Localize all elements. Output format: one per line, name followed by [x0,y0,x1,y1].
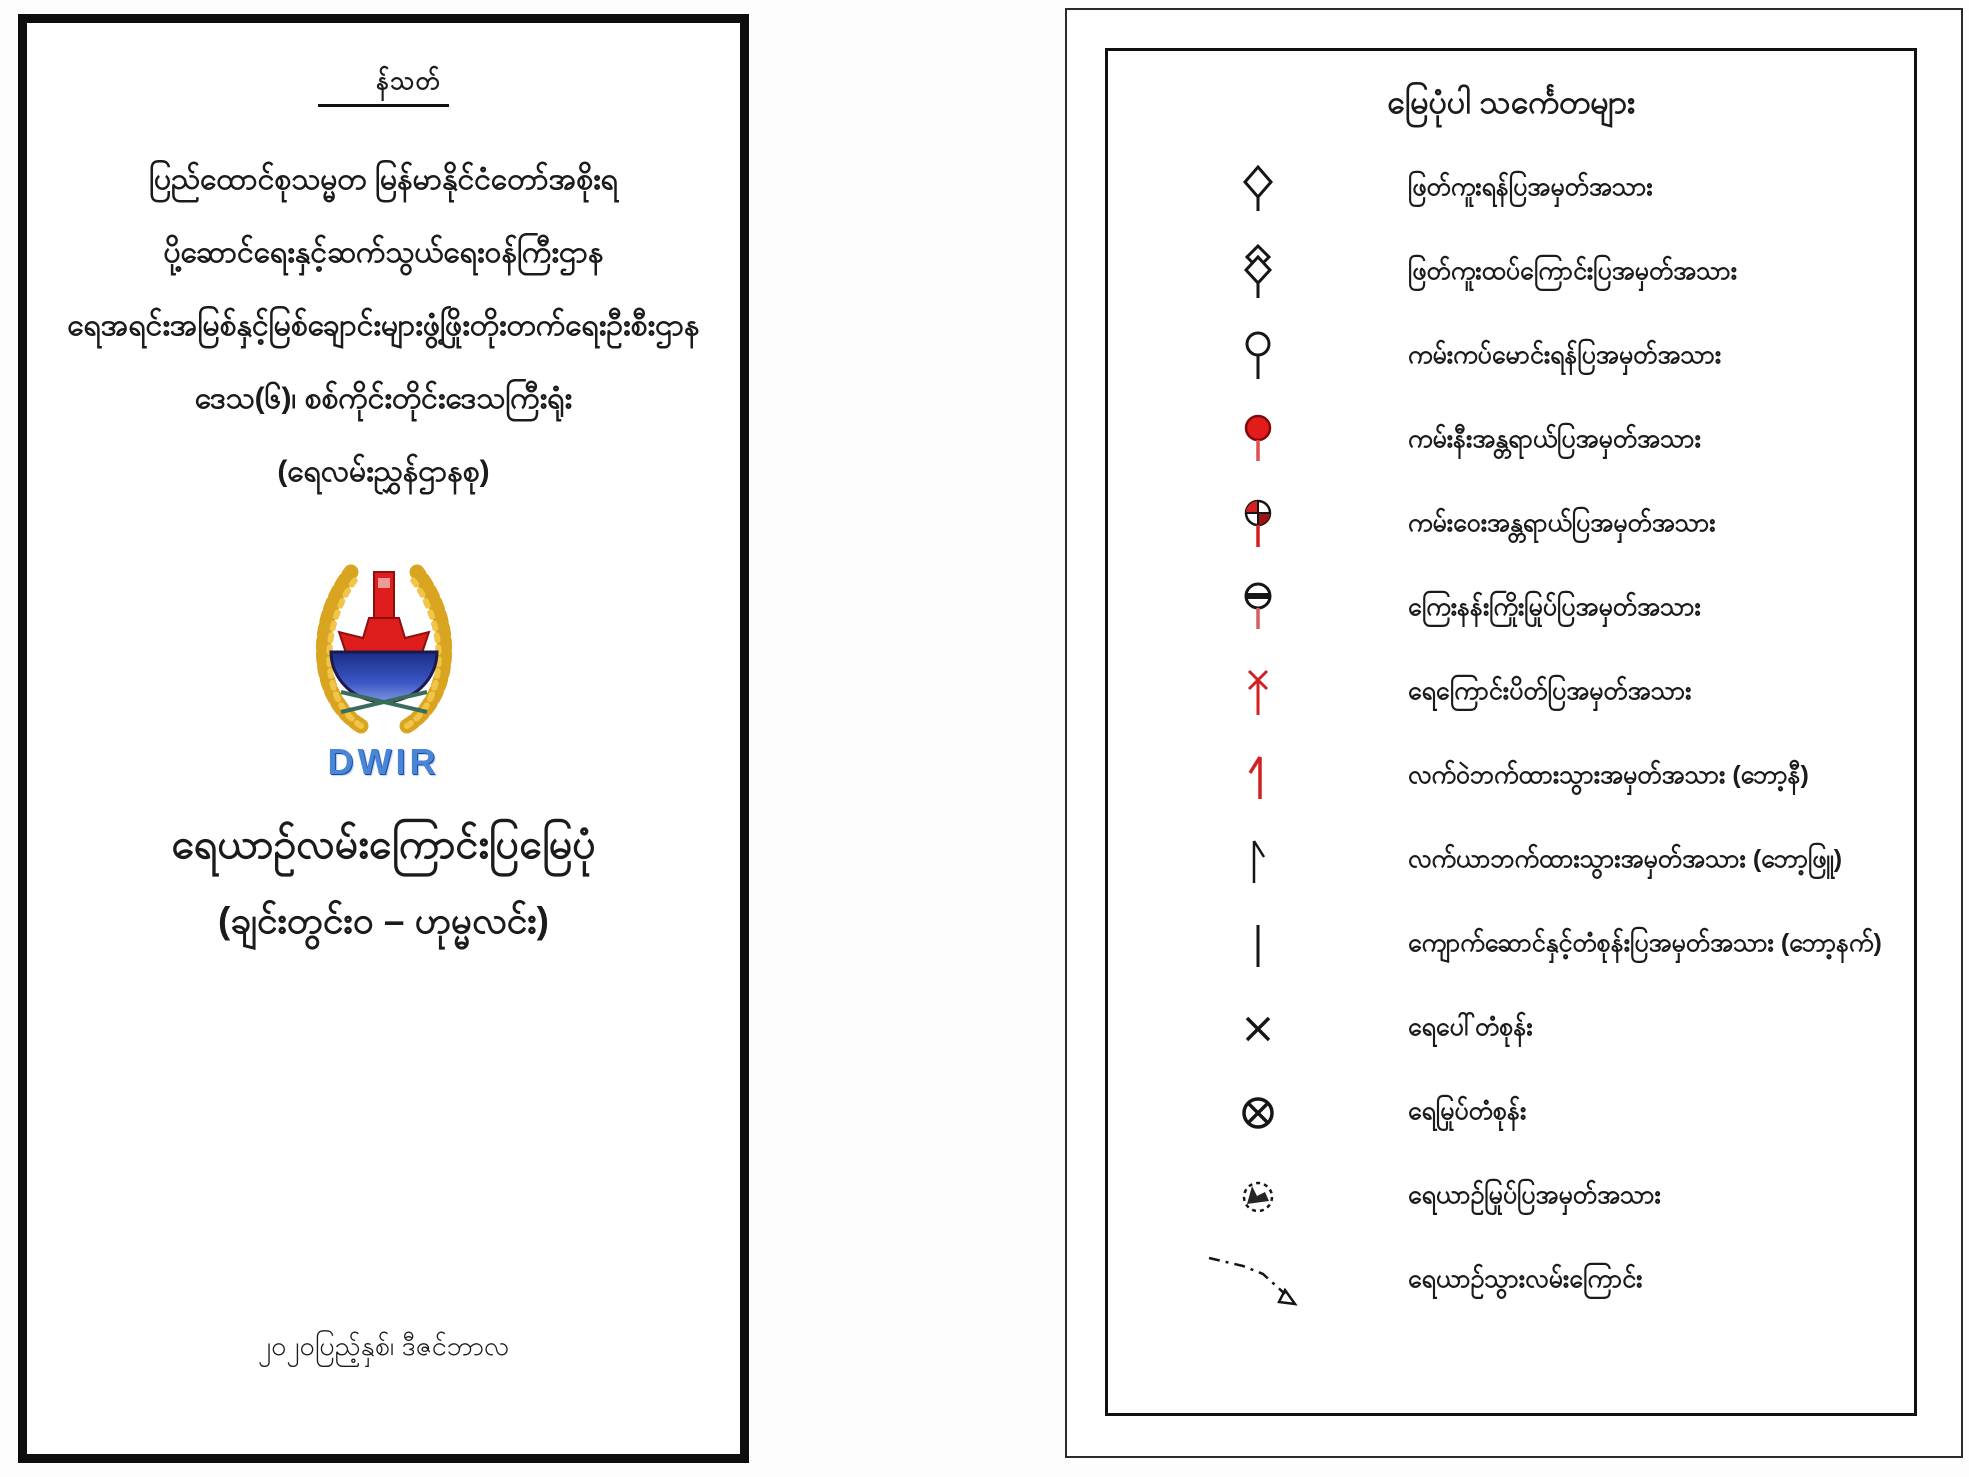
legend-row [1108,903,1914,987]
near-bank-danger-icon [1108,413,1408,469]
cover-page [18,14,749,1463]
legend-row [1108,399,1914,483]
legend-row [1108,735,1914,819]
legend-row [1108,315,1914,399]
dwir-logo [299,534,469,783]
legend-row [1108,987,1914,1071]
dwir-wreath-emblem-icon [299,534,469,739]
legend-label: ရေယာဉ်သွားလမ်းကြောင်း [1408,1264,1643,1293]
channel-closed-icon [1108,665,1408,721]
keep-right-white-buoy-icon [1108,833,1408,889]
double-crossing-diamond-icon [1108,243,1408,303]
cover-title-block [171,805,596,959]
cover-header-note: န်သတ် [318,65,448,107]
legend-label: ကျောက်ဆောင်နှင့်တံစုန်းပြအမှတ်အသား (ဘော့နက်) [1408,928,1882,957]
legend-row [1108,1071,1914,1155]
legend-rows [1108,147,1914,1323]
submerged-snag-icon [1108,1091,1408,1135]
legend-row [1108,483,1914,567]
cover-line-ministry: ပို့ဆောင်ရေးနှင့်ဆက်သွယ်ရေးဝန်ကြီးဌာန [163,236,604,269]
cover-line-region: ဒေသ(၆)၊ စစ်ကိုင်းတိုင်းဒေသကြီးရုံး [194,382,573,415]
legend-row [1108,231,1914,315]
legend-label: လက်ယာဘက်ထားသွားအမှတ်အသား (ဘော့ဖြူ) [1408,844,1843,873]
legend-label: ရေယာဉ်မြုပ်ပြအမှတ်အသား [1408,1180,1661,1209]
floating-snag-icon [1108,1007,1408,1051]
cover-ministry-lines [67,143,699,508]
keep-left-red-buoy-icon [1108,749,1408,805]
legend-label: လက်ဝဲဘက်ထားသွားအမှတ်အသား (ဘော့နီ) [1408,760,1809,789]
cover-line-department: (ရေလမ်းညွှန်ဌာနစု) [277,455,490,488]
legend-label: ရေမြုပ်တံစုန်း [1408,1096,1527,1125]
vessel-route-icon [1108,1248,1408,1314]
legend-label: ကမ်းကပ်မောင်းရန်ပြအမှတ်အသား [1408,340,1722,369]
buried-cable-icon [1108,581,1408,637]
legend-row [1108,1239,1914,1323]
cover-date: ၂၀၂၀ပြည့်နှစ်၊ ဒီဇင်ဘာလ [257,1331,510,1361]
legend-label: ရေကြောင်းပိတ်ပြအမှတ်အသား [1408,676,1692,705]
legend-frame [1105,48,1917,1416]
rock-snag-black-buoy-icon [1108,917,1408,973]
bank-approach-circle-icon [1108,329,1408,385]
legend-title: မြေပုံပါ သင်္ကေတများ [1387,84,1635,120]
dwir-logo-text: DWIR [327,741,440,782]
legend-row [1108,651,1914,735]
cover-line-directorate: ရေအရင်းအမြစ်နှင့်မြစ်ချောင်းများဖွံ့ဖြိုးတိုးတက်ရေးဦးစီးဌာန [67,309,700,342]
legend-label: ကမ်းဝေးအန္တရာယ်ပြအမှတ်အသား [1408,508,1716,537]
legend-label: ကမ်းနီးအန္တရာယ်ပြအမှတ်အသား [1408,424,1701,453]
legend-row [1108,567,1914,651]
legend-label: ရေပေါ်တံစုန်း [1408,1012,1533,1041]
legend-label: ဖြတ်ကူးရန်ပြအမှတ်အသား [1408,172,1653,201]
legend-label: ဖြတ်ကူးထပ်ကြောင်းပြအမှတ်အသား [1408,256,1738,285]
cover-line-government: ပြည်ထောင်စုသမ္မတ မြန်မာနိုင်ငံတော်အစိုးရ [148,163,618,196]
legend-page [1065,8,1963,1458]
cover-subtitle-route: (ချင်းတွင်းဝ – ဟုမ္မလင်း) [217,900,549,941]
legend-row [1108,1155,1914,1239]
crossing-diamond-icon [1108,161,1408,217]
off-bank-danger-icon [1108,497,1408,553]
cover-main-title: ရေယာဉ်လမ်းကြောင်းပြမြေပုံ [171,821,596,867]
legend-label: ကြေးနန်းကြိုးမြုပ်ပြအမှတ်အသား [1408,592,1701,621]
legend-row [1108,819,1914,903]
sunken-vessel-icon [1108,1174,1408,1220]
legend-row [1108,147,1914,231]
